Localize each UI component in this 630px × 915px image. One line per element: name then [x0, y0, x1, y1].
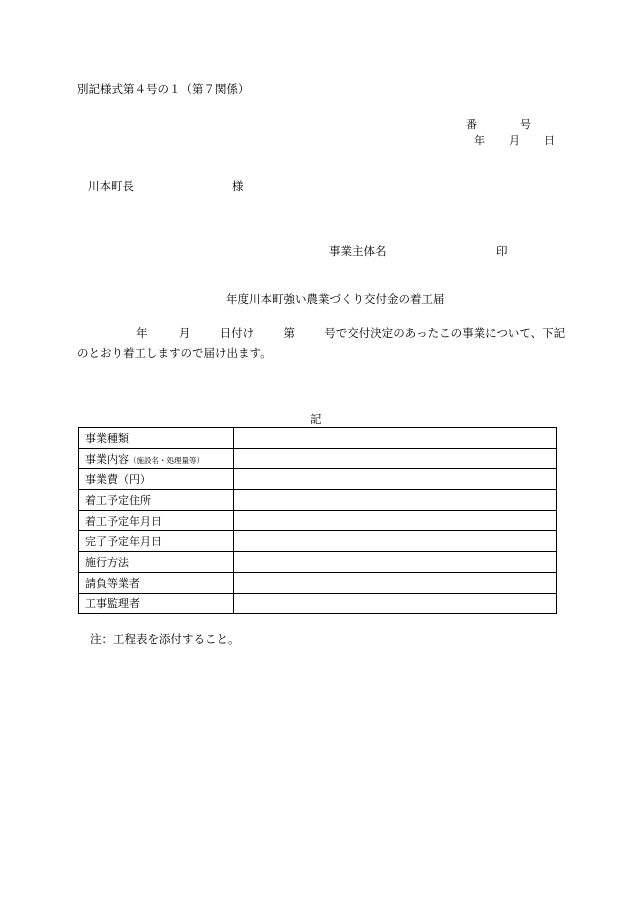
detail-table-body: [79, 428, 557, 614]
attachment-note: 注：工程表を添付すること。: [90, 632, 240, 646]
table-row: [79, 552, 557, 573]
table-row: [79, 490, 557, 511]
row-label: 事業内容: [85, 452, 129, 466]
row-label-cell: [79, 552, 234, 573]
detail-table: [78, 427, 557, 614]
body-number-suffix: 号で交付決定のあったこの事業について、下記: [324, 326, 566, 340]
table-row: [79, 531, 557, 552]
addressee-honorific: 様: [232, 179, 244, 193]
table-row: [79, 448, 557, 469]
table-row: [79, 593, 557, 614]
addressee-name: 川本町長: [88, 179, 134, 193]
number-label: 番: [466, 118, 477, 131]
row-label-cell: [79, 572, 234, 593]
date-year-label: 年: [474, 134, 485, 147]
form-reference: 別記様式第４号の１（第７関係）: [77, 82, 250, 96]
row-label-cell: [79, 448, 234, 469]
table-row: [79, 510, 557, 531]
body-year: 年: [136, 326, 148, 340]
row-label-cell: [79, 510, 234, 531]
row-value-cell[interactable]: [234, 572, 557, 593]
row-label: 事業種類: [85, 431, 129, 445]
row-value-cell[interactable]: [234, 552, 557, 573]
row-label-cell: [79, 428, 234, 449]
row-label-cell: [79, 531, 234, 552]
applicant-label: 事業主体名: [329, 244, 387, 258]
row-label-cell: [79, 593, 234, 614]
row-value-cell[interactable]: [234, 428, 557, 449]
row-label-cell: [79, 469, 234, 490]
row-label: 完了予定年月日: [85, 535, 162, 549]
row-label: 施行方法: [85, 555, 129, 569]
row-value-cell[interactable]: [234, 531, 557, 552]
seal-label: 印: [496, 244, 508, 258]
row-value-cell[interactable]: [234, 593, 557, 614]
row-label: 工事監理者: [85, 597, 140, 611]
row-value-cell[interactable]: [234, 469, 557, 490]
row-value-cell[interactable]: [234, 490, 557, 511]
date-day-label: 日: [544, 134, 555, 147]
row-note: （施設名・処理量等）: [129, 455, 204, 465]
ki-heading: 記: [310, 412, 322, 426]
document-title: 年度川本町強い農業づくり交付金の着工届: [226, 292, 445, 306]
table-row: [79, 572, 557, 593]
body-line-1: [136, 328, 565, 340]
row-value-cell[interactable]: [234, 448, 557, 469]
date-month-label: 月: [509, 134, 520, 147]
row-label: 着工予定年月日: [85, 514, 162, 528]
row-label: 着工予定住所: [85, 493, 151, 507]
table-row: [79, 469, 557, 490]
number-suffix: 号: [520, 118, 531, 131]
table-row: [79, 428, 557, 449]
row-label-cell: [79, 490, 234, 511]
row-value-cell[interactable]: [234, 510, 557, 531]
body-line-2: のとおり着工しますので届け出ます。: [77, 346, 272, 360]
body-month: 月: [178, 326, 191, 340]
row-label: 事業費（円）: [85, 473, 151, 487]
row-label: 請負等業者: [85, 576, 140, 590]
body-date-suffix: 日付け: [219, 326, 255, 340]
body-number-prefix: 第: [283, 326, 295, 340]
